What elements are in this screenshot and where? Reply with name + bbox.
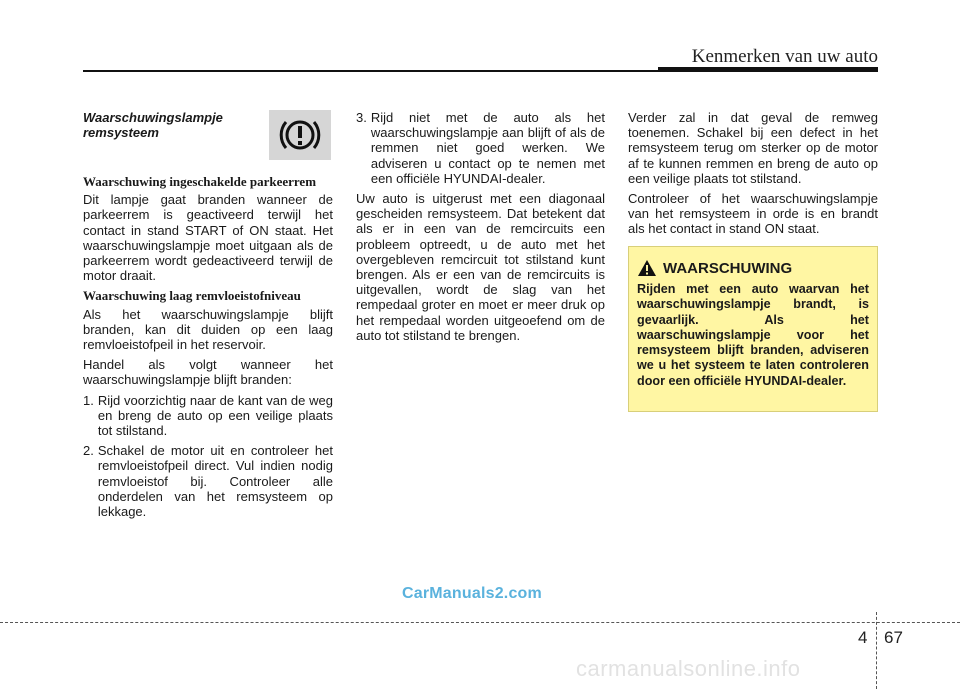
list-text: Rijd voorzichtig naar de kant van de weg en breng de auto op een veilige plaats tot stilstand. xyxy=(97,392,333,439)
watermark: CarManuals2.com xyxy=(402,585,542,602)
footer-divider xyxy=(0,622,960,623)
warning-header xyxy=(637,259,869,277)
page-header-title: Kenmerken van uw auto xyxy=(691,46,878,67)
page-number: 67 xyxy=(884,628,903,647)
column-2 xyxy=(356,110,605,348)
brake-warning-icon xyxy=(269,110,331,160)
list-item xyxy=(83,443,333,519)
subheading-brake-fluid: Waarschuwing laag remvloeistofniveau xyxy=(83,288,301,304)
section-title: Waarschuwingslampje remsysteem xyxy=(83,110,223,140)
list-number: 3. xyxy=(356,110,367,125)
paragraph-braking-distance: Verder zal in dat geval de remweg toenemen. Schakel bij een defect in het remsysteem terug om sterker op de motor af te kunnen remmen en breng de auto op een veilige plaats tot stilstand. xyxy=(628,110,878,186)
column-3 xyxy=(628,110,878,242)
page-number-separator xyxy=(876,612,877,689)
warning-triangle-icon xyxy=(637,259,657,277)
paragraph-check-lamp: Controleer of het waarschuwingslampje van het remsysteem in orde is en brandt als het contact in stand ON staat. xyxy=(628,191,878,237)
column-1 xyxy=(83,110,333,524)
paragraph-parking-brake: Dit lampje gaat branden wanneer de parkeerrem is geactiveerd terwijl het contact in stand START of ON staat. Het waarschuwingslampje moet uitgaan als de parkeerrem wordt gedeactiveerd terwijl de motor draait. xyxy=(83,192,333,284)
paragraph-brake-system: Uw auto is uitgerust met een diagonaal gescheiden remsysteem. Dat betekent dat als er in een van de remcircuits een probleem optreedt, u de auto met het overgebleven remcircuit tot stilstand kunt brengen. Als er een van de remcircuits is uitgevallen, wordt de slag van het rempedaal groter en moet er meer druk op het rempedaal worden uitgeoefend om de auto tot stilstand te brengen. xyxy=(356,191,605,343)
site-watermark: carmanualsonline.info xyxy=(576,656,801,681)
list-item xyxy=(356,110,605,186)
header-rule-accent xyxy=(658,67,878,72)
list-text: Schakel de motor uit en controleer het remvloeistofpeil direct. Vul indien nodig remvloeistof bij. Controleer alle onderdelen van het remsysteem op lekkage. xyxy=(97,443,333,520)
list-text: Rijd niet met de auto als het waarschuwingslampje aan blijft of als de remmen niet goed werken. We adviseren u contact op te nemen met een officiële HYUNDAI-dealer. xyxy=(370,110,605,186)
warning-box xyxy=(628,246,878,412)
warning-text: Rijden met een auto waarvan het waarschuwingslampje brandt, is gevaarlijk. Als het waarschuwingslampje voor het remsysteem blijft branden, adviseren we u het systeem te laten controleren door een officiële HYUNDAI-dealer. xyxy=(637,282,869,388)
list-item xyxy=(83,393,333,439)
list-number: 2. xyxy=(83,443,94,459)
list-number: 1. xyxy=(83,392,94,408)
chapter-number: 4 xyxy=(858,628,868,647)
paragraph-instructions: Handel als volgt wanneer het waarschuwingslampje blijft branden: xyxy=(83,357,333,388)
paragraph-brake-fluid: Als het waarschuwingslampje blijft branden, kan dit duiden op een laag remvloeistofpeil in het reservoir. xyxy=(83,306,333,353)
warning-title: WAARSCHUWING xyxy=(663,259,793,277)
subheading-parking-brake: Waarschuwing ingeschakelde parkeerrem xyxy=(83,174,317,189)
